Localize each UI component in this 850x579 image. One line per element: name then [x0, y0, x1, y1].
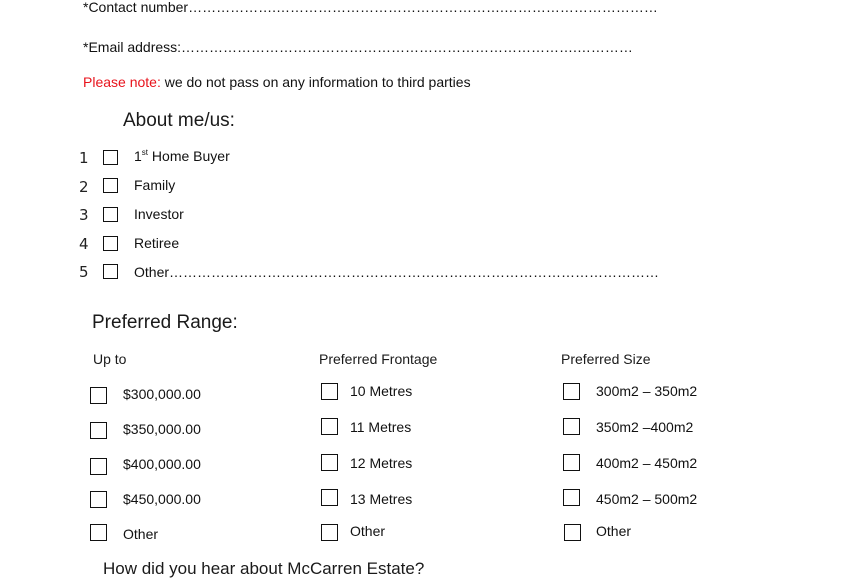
price-option-label: Other	[123, 526, 159, 542]
email-label: *Email address:	[83, 39, 182, 55]
checkbox-price-other[interactable]	[90, 524, 107, 541]
size-option-label: Other	[596, 523, 632, 539]
checkbox-frontage-10m[interactable]	[321, 383, 338, 400]
checkbox-size-450-500[interactable]	[563, 489, 580, 506]
about-item-label: Family	[134, 177, 176, 193]
checkbox-frontage-12m[interactable]	[321, 454, 338, 471]
privacy-note	[83, 74, 471, 90]
about-item-number: 2	[79, 178, 89, 196]
checkbox-size-350-400[interactable]	[563, 418, 580, 435]
price-option-label: $400,000.00	[123, 456, 201, 472]
frontage-option-label: 12 Metres	[350, 455, 413, 471]
next-question-heading: How did you hear about McCarren Estate?	[103, 559, 425, 578]
checkbox-price-400k[interactable]	[90, 458, 107, 475]
frontage-option-label: 10 Metres	[350, 383, 413, 399]
frontage-option-label: Other	[350, 523, 386, 539]
checkbox-price-350k[interactable]	[90, 422, 107, 439]
checkbox-frontage-other[interactable]	[321, 524, 338, 541]
email-dots: ………………………………………………………………………….…………	[181, 39, 633, 55]
price-column-header: Up to	[93, 351, 127, 367]
size-column-header: Preferred Size	[561, 351, 651, 367]
size-option-label: 300m2 – 350m2	[596, 383, 698, 399]
frontage-option-label: 11 Metres	[350, 419, 412, 435]
email-field[interactable]	[83, 39, 633, 55]
frontage-column-header: Preferred Frontage	[319, 351, 438, 367]
contact-number-field[interactable]	[83, 0, 658, 15]
about-item-number: 3	[79, 206, 89, 224]
about-item-number: 4	[79, 235, 89, 253]
price-option-label: $450,000.00	[123, 491, 201, 507]
size-option-label: 400m2 – 450m2	[596, 455, 698, 471]
about-item-other-field[interactable]: Other……………………………………………………………………………………………	[134, 264, 660, 280]
checkbox-first-home-buyer[interactable]	[103, 150, 118, 165]
contact-number-dots: ……………….………………………………………….……………………………	[188, 0, 658, 15]
checkbox-investor[interactable]	[103, 207, 118, 222]
preferred-range-title: Preferred Range:	[92, 312, 238, 333]
price-option-label: $300,000.00	[123, 386, 201, 402]
checkbox-size-300-350[interactable]	[563, 383, 580, 400]
checkbox-frontage-11m[interactable]	[321, 418, 338, 435]
contact-number-label: *Contact number	[83, 0, 189, 15]
size-option-label: 450m2 – 500m2	[596, 491, 698, 507]
frontage-option-label: 13 Metres	[350, 491, 413, 507]
about-item-number: 1	[79, 149, 89, 167]
checkbox-price-450k[interactable]	[90, 491, 107, 508]
size-option-label: 350m2 –400m2	[596, 419, 694, 435]
about-item-number: 5	[79, 263, 89, 281]
privacy-note-prefix: Please note:	[83, 74, 161, 90]
checkbox-size-400-450[interactable]	[563, 454, 580, 471]
about-section-title: About me/us:	[123, 110, 235, 131]
checkbox-price-300k[interactable]	[90, 387, 107, 404]
about-item-label: 1st Home Buyer	[134, 148, 230, 164]
checkbox-size-other[interactable]	[564, 524, 581, 541]
price-option-label: $350,000.00	[123, 421, 201, 437]
about-item-label: Retiree	[134, 235, 180, 251]
checkbox-frontage-13m[interactable]	[321, 489, 338, 506]
checkbox-family[interactable]	[103, 178, 118, 193]
checkbox-other[interactable]	[103, 264, 118, 279]
about-item-label: Investor	[134, 206, 184, 222]
privacy-note-text: we do not pass on any information to third parties	[160, 74, 471, 90]
checkbox-retiree[interactable]	[103, 236, 118, 251]
